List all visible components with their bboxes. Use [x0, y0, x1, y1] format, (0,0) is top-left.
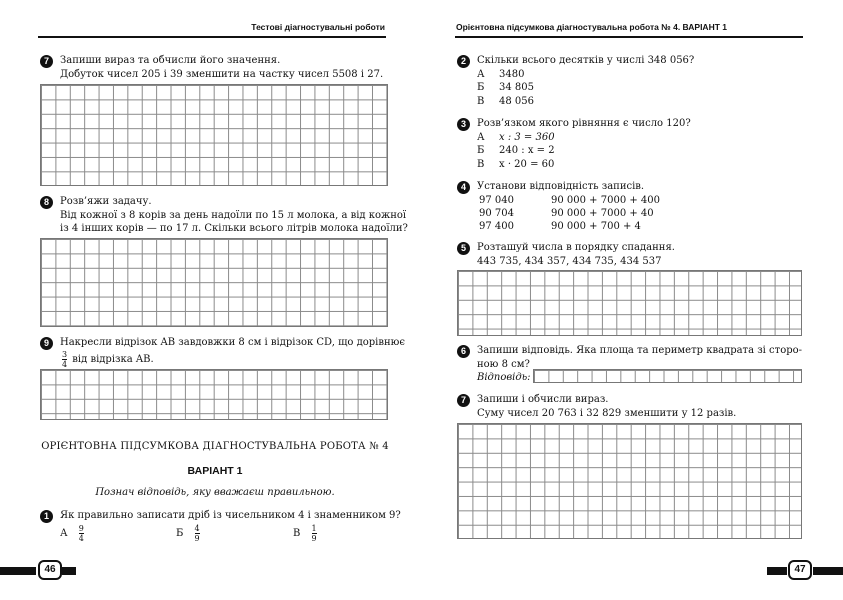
- option-text: x · 20 = 60: [499, 159, 555, 170]
- answer-option-b[interactable]: [176, 524, 202, 543]
- header-rule: [455, 36, 803, 38]
- task-question: Скільки всього десятків у числі 348 056?: [477, 55, 695, 66]
- answer-grid[interactable]: [40, 369, 388, 420]
- answer-grid[interactable]: [457, 423, 802, 539]
- task-text: Суму чисел 20 763 і 32 829 зменшити у 12 разів.: [477, 408, 737, 419]
- instruction: Познач відповідь, яку вважаєш правильною.: [95, 487, 335, 498]
- task-text: Від кожної з 8 корів за день надоїли по 15 л молока, а від кожної: [60, 210, 407, 221]
- option-letter: А: [60, 528, 68, 539]
- fraction-denominator: 4: [62, 360, 68, 369]
- option-text: 3480: [499, 69, 525, 80]
- task-text: Запиши відповідь. Яка площа та периметр квадрата зі сторо-: [477, 345, 803, 356]
- fraction-numerator: 9: [78, 524, 84, 533]
- right-page: [422, 0, 843, 600]
- page-number: 47: [788, 560, 812, 580]
- task-text-fraction-line: [60, 350, 154, 369]
- footer-bar: [62, 567, 76, 575]
- option-text: x : 3 = 360: [499, 132, 555, 143]
- answer-grid[interactable]: [40, 238, 388, 327]
- option-letter: А: [477, 69, 485, 80]
- task-text: Добуток чисел 205 і 39 зменшити на частку чисел 5508 і 27.: [60, 69, 384, 80]
- fraction-numerator: 1: [311, 524, 317, 533]
- task-number-badge: 4: [457, 181, 470, 194]
- header-rule: [38, 36, 386, 38]
- variant-title: ВАРІАНТ 1: [187, 465, 243, 477]
- option-text: 34 805: [499, 82, 534, 93]
- option-letter: Б: [477, 82, 485, 93]
- task-number-badge: 9: [40, 337, 53, 350]
- answer-option-b[interactable]: [477, 144, 555, 157]
- fraction-denominator: 9: [311, 534, 317, 543]
- task-number-badge: 7: [40, 55, 53, 68]
- answer-option-a[interactable]: [60, 524, 86, 543]
- task-text: Запиши і обчисли вираз.: [477, 394, 609, 405]
- option-letter: Б: [477, 145, 485, 156]
- answer-option-c[interactable]: [477, 158, 554, 171]
- task-number-badge: 3: [457, 118, 470, 131]
- option-text: 240 : x = 2: [499, 145, 555, 156]
- task-number-badge: 6: [457, 345, 470, 358]
- page-number: 46: [38, 560, 62, 580]
- section-title: ОРІЄНТОВНА ПІДСУМКОВА ДІАГНОСТУВАЛЬНА РОБОТА № 4: [41, 441, 389, 452]
- fraction: [312, 524, 317, 543]
- option-letter: А: [477, 132, 485, 143]
- match-left: 97 400: [479, 221, 514, 232]
- fraction-numerator: 4: [194, 524, 200, 533]
- answer-option-c[interactable]: [477, 95, 534, 108]
- task-text: із 4 інших корів — по 17 л. Скільки всього літрів молока надоїли?: [60, 223, 408, 234]
- option-letter: В: [293, 528, 301, 539]
- task-numbers: 443 735, 434 357, 434 735, 434 537: [477, 256, 662, 267]
- answer-grid[interactable]: [457, 270, 802, 336]
- match-right: 90 000 + 7000 + 40: [551, 208, 654, 219]
- fraction-denominator: 9: [194, 534, 200, 543]
- task-number-badge: 2: [457, 55, 470, 68]
- running-header: Тестові діагностувальні роботи: [251, 22, 385, 32]
- answer-option-b[interactable]: [477, 81, 534, 94]
- task-text: Запиши вираз та обчисли його значення.: [60, 55, 281, 66]
- task-number-badge: 5: [457, 242, 470, 255]
- task-number-badge: 1: [40, 510, 53, 523]
- task-text: від відрізка AB.: [72, 354, 154, 365]
- task-number-badge: 7: [457, 394, 470, 407]
- answer-option-a[interactable]: [477, 68, 524, 81]
- left-page: [0, 0, 421, 600]
- option-text: 48 056: [499, 96, 534, 107]
- match-right: 90 000 + 700 + 4: [551, 221, 641, 232]
- task-number-badge: 8: [40, 196, 53, 209]
- fraction: [62, 350, 67, 369]
- answer-option-a[interactable]: [477, 131, 555, 144]
- option-letter: В: [477, 159, 485, 170]
- match-left: 90 704: [479, 208, 514, 219]
- footer-bar: [0, 567, 36, 575]
- running-header: Орієнтовна підсумкова діагностувальна робота № 4. ВАРІАНТ 1: [456, 22, 727, 32]
- task-question: Установи відповідність записів.: [477, 181, 645, 192]
- fraction: [79, 524, 84, 543]
- task-question: Розв’язком якого рівняння є число 120?: [477, 118, 691, 129]
- task-question: Як правильно записати дріб із чисельником 4 і знаменником 9?: [60, 510, 401, 521]
- fraction-denominator: 4: [78, 534, 84, 543]
- fraction: [195, 524, 200, 543]
- answer-grid[interactable]: [40, 84, 388, 186]
- match-right: 90 000 + 7000 + 400: [551, 195, 660, 206]
- answer-option-c[interactable]: [293, 524, 319, 543]
- task-question: Розташуй числа в порядку спадання.: [477, 242, 675, 253]
- footer-bar: [767, 567, 787, 575]
- footer-bar: [813, 567, 843, 575]
- match-left: 97 040: [479, 195, 514, 206]
- answer-strip[interactable]: [533, 369, 802, 383]
- answer-label: Відповідь:: [477, 372, 531, 383]
- option-letter: В: [477, 96, 485, 107]
- task-text: ною 8 см?: [477, 359, 530, 370]
- fraction-numerator: 3: [62, 350, 68, 359]
- task-text: Накресли відрізок AB завдовжки 8 см і відрізок CD, що дорівнює: [60, 337, 405, 348]
- task-text: Розв’яжи задачу.: [60, 196, 152, 207]
- option-letter: Б: [176, 528, 184, 539]
